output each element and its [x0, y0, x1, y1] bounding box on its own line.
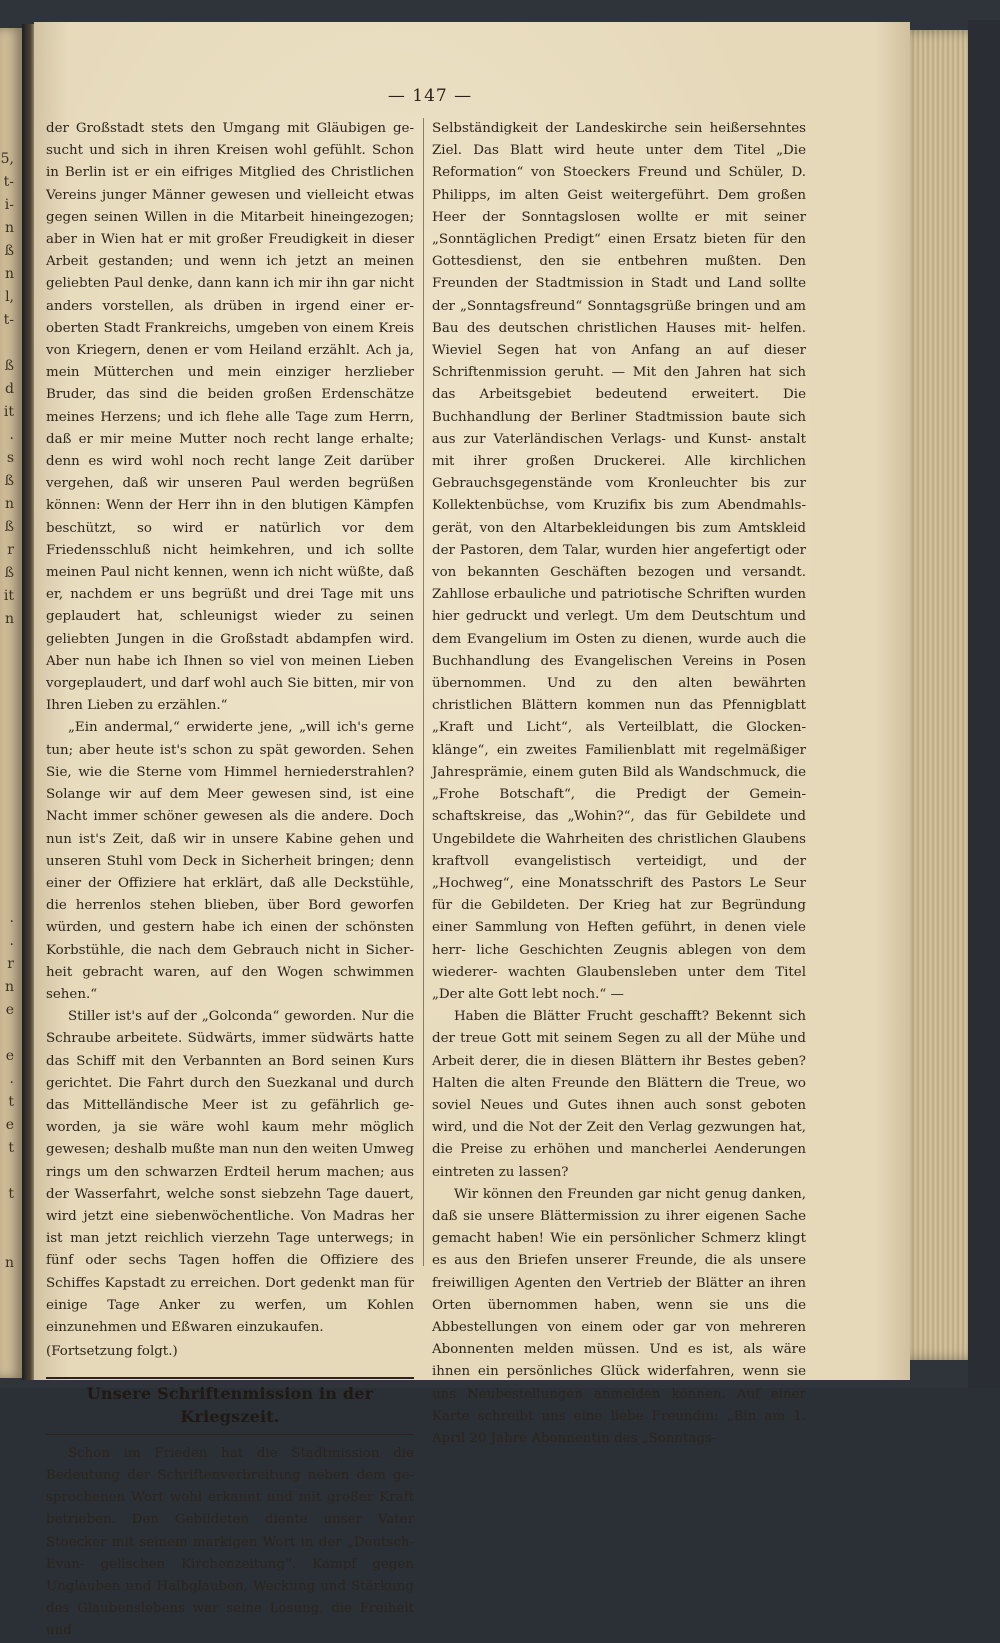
paragraph: Schon im Frieden hat die Stadtmission die Bedeutung der Schriftenverbreitung neben dem ge- sprochenen Wort wohl erkannt und mit großer Kraft betrieben. Den Gebildeten diente unser Vater Stoecker mit seinem markigen Wort in der „Deutsch-Evan- gelischen Kirchenzeitung“. Kampf gegen Unglauben und Halbglauben, Weckung und Stärkung des Glaubenslebens war seine Losung, die Freiheit und [46, 1445, 414, 1639]
previous-page-fragments: 5, t- i- n ß n l, t- ß d it . s ß n ß r ß it n . . r n e e . t e t t n [0, 151, 14, 1271]
paragraph: „Ein andermal,“ erwiderte jene, „will ich's gerne tun; aber heute ist's schon zu spät geworden. Sehen Sie, wie die Sterne vom Himmel herniederstrahlen? Solange wir auf dem Meer gewesen sind, ist eine Nacht immer schöner gewesen als die andere. Doch nun ist's Zeit, daß wir in unsere Kabine gehen und unseren Stuhl vom Deck in Sicherheit bringen; denn einer der Offiziere hat erklärt, daß alle Deckstühle, die herrenlos stehen blieben, über Bord geworfen würden, und gestern habe ich einen der schönsten Korbstühle, die nach dem Gebrauch nicht in Sicher- heit gebracht waren, auf den Wogen schwimmen sehen.“ [46, 720, 414, 1002]
left-column [46, 118, 414, 1643]
paragraph: Stiller ist's auf der „Golconda“ geworden. Nur die Schraube arbeitete. Südwärts, immer südwärts hatte das Schiff mit den Verbannten an Bord seinen Kurs gerichtet. Die Fahrt durch den Suezkanal und durch das Mittelländische Meer ist zu gefährlich ge- worden, ja sie wäre wohl kaum mehr möglich gewesen; deshalb mußte man nun den weiten Umweg rings um den schwarzen Erdteil herum machen; aus der Wasserfahrt, welche sonst siebzehn Tage dauert, wird jetzt eine siebenwöchentliche. Von Madras her ist man jetzt reichlich vierzehn Tage unterwegs; in fünf oder sechs Tagen hoffen die Offiziere des Schiffes Kapstadt zu erreichen. Dort gedenkt man für einige Tage Anker zu werfen, um Kohlen einzunehmen und Eßwaren einzukaufen. [46, 1009, 414, 1335]
right-column [432, 118, 806, 1450]
book-cover-edge [968, 20, 1000, 1388]
previous-page-edge [0, 28, 22, 1378]
paragraph: der Großstadt stets den Umgang mit Gläubigen ge- sucht und sich in ihren Kreisen wohl gefühlt. Schon in Berlin ist er ein eifriges Mitglied des Christlichen Vereins junger Männer gewesen und vielleicht etwas gegen seinen Willen in die Mitarbeit hineingezogen; aber in Wien hat er mit großer Freudigkeit in dieser Arbeit gestanden; und wenn ich jetzt an meinen geliebten Paul denke, dann kann ich mir ihn gar nicht anders vorstellen, als drüben in irgend einer er- oberten Stadt Frankreichs, umgeben von einem Kreis von Kriegern, denen er vom Heiland erzählt. Ach ja, mein Mütterchen und mein einziger herzlieber Bruder, das sind die beiden großen Erdenschätze meines Herzens; und ich flehe alle Tage zum Herrn, daß er mir meine Mutter noch recht lange erhalte; denn es wird wohl noch recht lange Zeit darüber vergehen, daß wir unseren Paul werden begrüßen können: Wenn der Herr ihn in den blutigen Kämpfen beschützt, so wird er natürlich vor dem Friedensschluß nicht heimkehren, und ich sollte meinen Paul nicht kennen, wenn ich nicht wüßte, daß er, nachdem er uns begrüßt und drei Tage mit uns geplaudert hat, schleunigst wieder zu seinen geliebten Jungen in die Großstadt abdampfen wird. Aber nun habe ich Ihnen so viel von meinen Lieben vorgeplaudert, und darf wohl auch Sie bitten, mir von Ihren Lieben zu erzählen.“ [46, 121, 414, 714]
section-heading: Unsere Schriftenmission in der Kriegszeit. [46, 1377, 414, 1434]
continued-note: (Fortsetzung folgt.) [46, 1344, 178, 1360]
paragraph: Haben die Blätter Frucht geschafft? Bekennt sich der treue Gott mit seinem Segen zu all der Mühe und Arbeit derer, die in diesen Blättern ihr Bestes geben? Halten die alten Freunde den Blättern die Treue, wo soviel Neues und Gutes ihnen auch sonst geboten wird, und die Not der Zeit den Verlag gezwungen hat, die Preise zu erhöhen und mancherlei Aenderungen eintreten zu lassen? [432, 1009, 806, 1180]
page-number: — 147 — [387, 86, 473, 106]
paragraph: Wir können den Freunden gar nicht genug danken, daß sie unsere Blättermission zu ihrer eigenen Sache gemacht haben! Wie ein persönlicher Schmerz klingt es aus den Briefen unserer Freunde, die als unsere freiwilligen Agenten den Vertrieb der Blätter an ihren Orten übernommen haben, wenn sie uns die Abbestellungen von einem oder gar von mehreren Abonnenten melden müssen. Und es ist, als wäre ihnen ein persönliches Glück widerfahren, wenn sie uns Neubestellungen anmelden können. Auf einer Karte schreibt uns eine liebe Freundin: „Bin am 1. April 20 Jahre Abonnentin des „Sonntags- [432, 1186, 806, 1446]
column-divider [423, 118, 424, 1266]
paragraph: Selbständigkeit der Landeskirche sein heißersehntes Ziel. Das Blatt wird heute unter dem Titel „Die Reformation“ von Stoeckers Freund und Schüler, D. Philipps, im alten Geist weitergeführt. Dem großen Heer der Sonntagslosen wollte er mit seiner „Sonntäglichen Predigt“ einen Ersatz bieten für den Gottesdienst, den sie entbehren mußten. Den Freunden der Stadtmission in Stadt und Land sollte der „Sonntagsfreund“ Sonntagsgrüße bringen und am Bau des deutschen christlichen Hauses mit- helfen. Wieviel Segen hat von Anfang an auf dieser Schriftenmission geruht. — Mit den Jahren hat sich das Arbeitsgebiet bedeutend erweitert. Die Buchhandlung der Berliner Stadtmission baute sich aus zur Vaterländischen Verlags- und Kunst- anstalt mit ihrer großen Druckerei. Alle kirchlichen Gebrauchsgegenstände vom Kronleuchter bis zur Kollektenbüchse, vom Kruzifix bis zum Abendmahls- gerät, von den Altarbekleidungen bis zum Amtskleid der Pastoren, dem Talar, wurden hier angefertigt oder von bekannten Geschäften bezogen und versandt. Zahllose erbauliche und patriotische Schriften wurden hier gedruckt und verlegt. Um dem Deutschtum und dem Evangelium im Osten zu dienen, wurde auch die Buchhandlung des Evangelischen Vereins in Posen übernommen. Und zu den alten bewährten christlichen Blättern kommen nun das Pfennigblatt „Kraft und Licht“, als Verteilblatt, die Glocken- klänge“, ein zweites Familienblatt mit regelmäßiger Jahresprämie, einem guten Bild als Wandschmuck, die „Frohe Botschaft“, die Predigt der Gemein- schaftskreise, das „Wohin?“, das für Gebildete und Ungebildete die Wahrheiten des christlichen Glaubens kraftvoll evangelistisch verteidigt, und der „Hochweg“, eine Monatsschrift des Pastors Le Seur für die Gebildeten. Der Krieg hat zur Begründung einer Sammlung von Heften geführt, in denen viele herr- liche Geschichten Zeugnis ablegen von dem wiederer- wachten Glaubensleben unter dem Titel „Der alte Gott lebt noch.“ — [432, 121, 806, 1002]
